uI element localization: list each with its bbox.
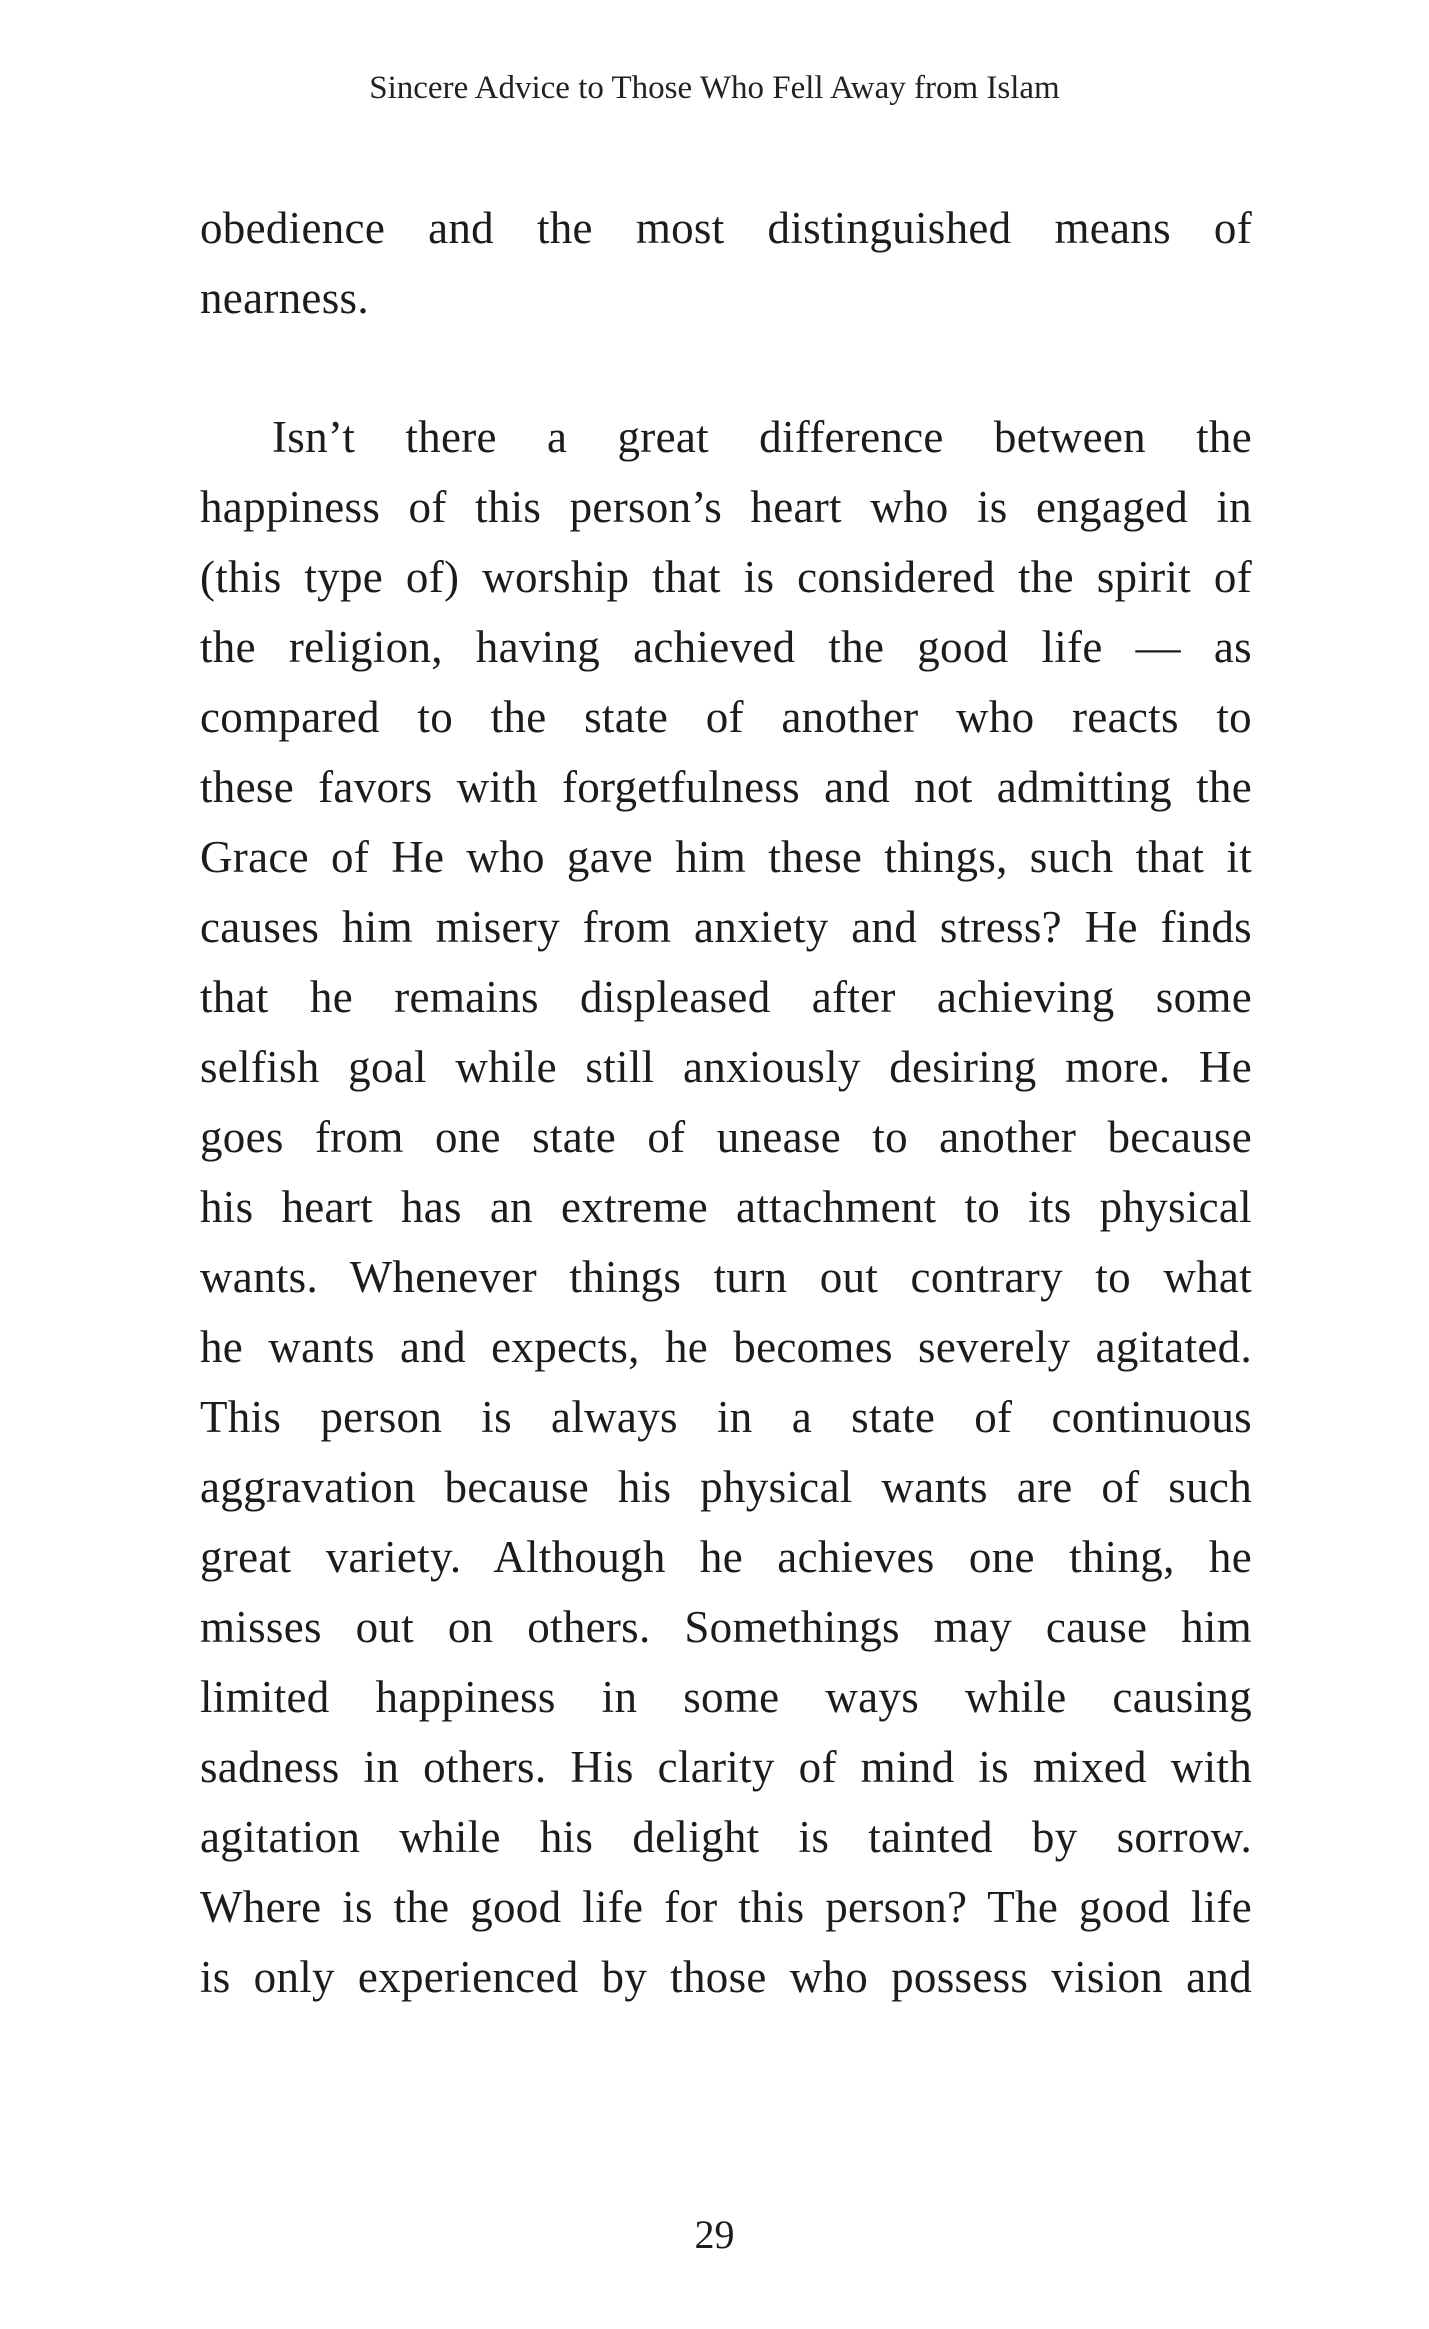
text-line: these favors with forgetfulness and not admitting the xyxy=(200,762,1252,812)
text-line: he wants and expects, he becomes severely agitated. xyxy=(200,1322,1252,1372)
text-line: Where is the good life for this person? The good life xyxy=(200,1882,1252,1932)
page-number: 29 xyxy=(694,2212,735,2257)
text-line: misses out on others. Somethings may cause him xyxy=(200,1602,1252,1652)
text-line: is only experienced by those who possess vision and xyxy=(200,1952,1252,2002)
text-line: goes from one state of unease to another because xyxy=(200,1112,1252,1162)
paragraph-main xyxy=(200,402,1252,2012)
text-line: This person is always in a state of continuous xyxy=(200,1392,1252,1442)
text-line: Isn’t there a great difference between the xyxy=(272,412,1252,462)
running-header: Sincere Advice to Those Who Fell Away from Islam xyxy=(369,70,1060,106)
text-line: compared to the state of another who reacts to xyxy=(200,692,1252,742)
text-line: nearness. xyxy=(200,273,369,323)
text-line: obedience and the most distinguished means of xyxy=(200,203,1252,253)
text-line: wants. Whenever things turn out contrary to what xyxy=(200,1252,1252,1302)
text-line: happiness of this person’s heart who is engaged in xyxy=(200,482,1252,532)
text-line: the religion, having achieved the good life — as xyxy=(200,622,1252,672)
text-line: that he remains displeased after achieving some xyxy=(200,972,1252,1022)
text-line: Grace of He who gave him these things, such that it xyxy=(200,832,1252,882)
text-line: aggravation because his physical wants are of such xyxy=(200,1462,1252,1512)
text-line: causes him misery from anxiety and stress? He finds xyxy=(200,902,1252,952)
text-line: his heart has an extreme attachment to its physical xyxy=(200,1182,1252,1232)
paragraph-continued xyxy=(200,193,1252,333)
text-line: great variety. Although he achieves one thing, he xyxy=(200,1532,1252,1582)
text-line: sadness in others. His clarity of mind is mixed with xyxy=(200,1742,1252,1792)
text-line: limited happiness in some ways while causing xyxy=(200,1672,1252,1722)
text-line: agitation while his delight is tainted by sorrow. xyxy=(200,1812,1252,1862)
text-line: (this type of) worship that is considered the spirit of xyxy=(200,552,1252,602)
text-line: selfish goal while still anxiously desiring more. He xyxy=(200,1042,1252,1092)
